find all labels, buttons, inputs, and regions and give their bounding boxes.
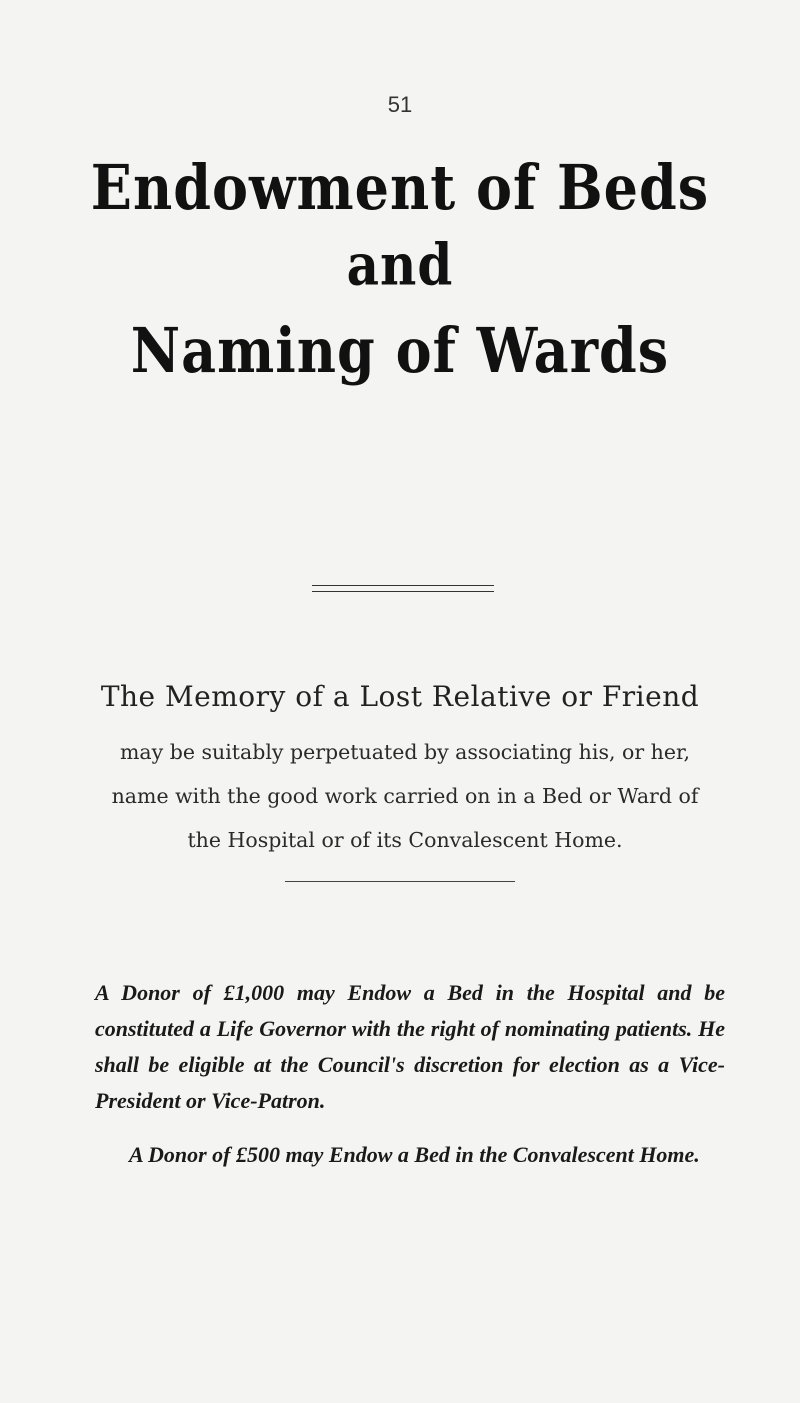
title-line-2: and bbox=[346, 230, 454, 299]
title-line-1: Endowment of Beds bbox=[90, 150, 710, 224]
page-number: 51 bbox=[387, 92, 413, 117]
single-rule-divider bbox=[285, 881, 515, 882]
title-line-3: Naming of Wards bbox=[130, 313, 670, 387]
convalescent-bed-paragraph: A Donor of £500 may Endow a Bed in the Convalescent Home. bbox=[129, 1142, 700, 1167]
double-rule-divider bbox=[312, 585, 494, 592]
hospital-bed-paragraph: A Donor of £1,000 may Endow a Bed in the Hospital and be constituted a Life Governor with the right of nominating patients. He shall be eligible at the Council's discretion for election as a Vice-President or Vice-Patron. bbox=[95, 980, 725, 1113]
section-heading: The Memory of a Lost Relative or Friend bbox=[100, 680, 700, 713]
intro-paragraph: may be suitably perpetuated by associating his, or her, name with the good work carried on in a Bed or Ward of the Hospital or of its Convalescent Home. bbox=[111, 740, 699, 852]
